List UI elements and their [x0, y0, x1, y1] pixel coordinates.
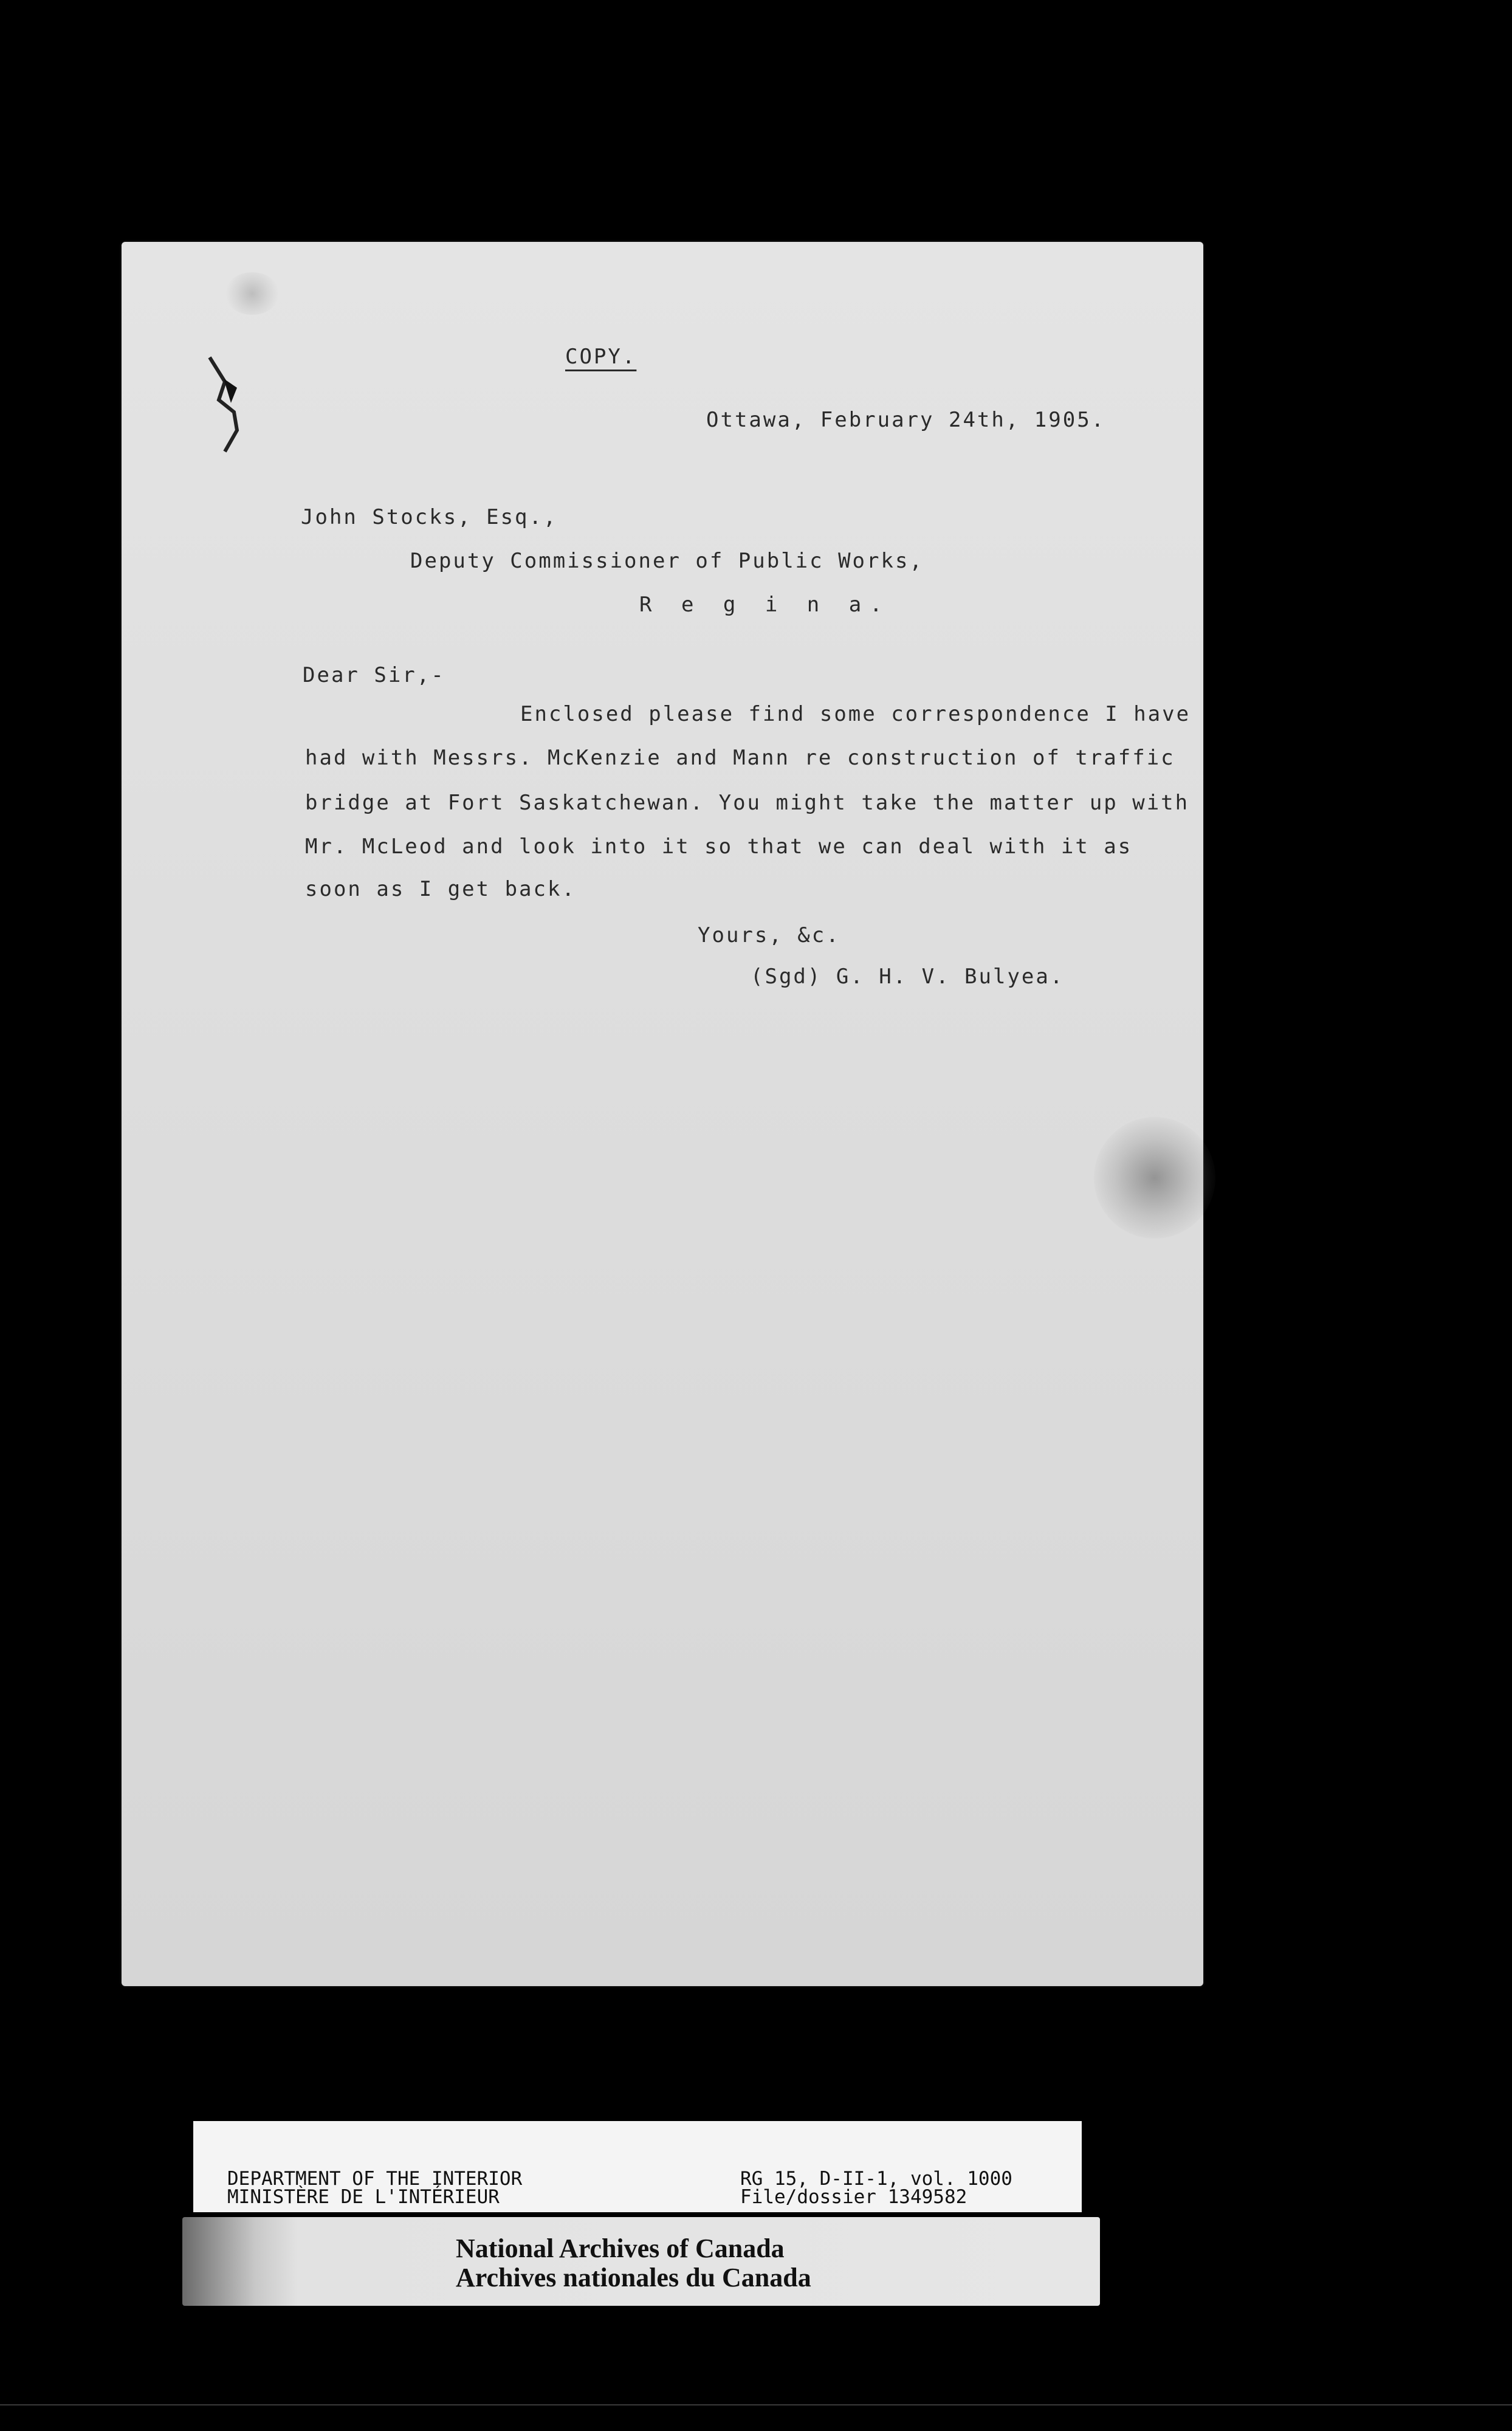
department-en: DEPARTMENT OF THE INTERIOR	[227, 2168, 523, 2190]
department-fr: MINISTÈRE DE L'INTÉRIEUR	[227, 2186, 500, 2208]
archive-reference-label	[193, 2121, 1082, 2212]
recipient-city: R e g i n a.	[639, 593, 891, 617]
body-line-3: bridge at Fort Saskatchewan. You might take the matter up with	[305, 791, 1190, 815]
bottom-divider	[0, 2404, 1512, 2405]
body-line-2: had with Messrs. McKenzie and Mann re construction of traffic	[305, 746, 1175, 770]
paper-tear-mark	[207, 345, 249, 455]
copy-heading: COPY.	[565, 345, 637, 369]
archives-name-fr: Archives nationales du Canada	[456, 2263, 811, 2292]
salutation: Dear Sir,-	[303, 663, 445, 687]
record-group-reference: RG 15, D-II-1, vol. 1000	[740, 2168, 1012, 2190]
body-line-5: soon as I get back.	[305, 877, 576, 901]
ink-smudge-small	[225, 272, 280, 315]
archives-name-en: National Archives of Canada	[456, 2233, 785, 2263]
recipient-name: John Stocks, Esq.,	[301, 505, 558, 529]
recipient-title: Deputy Commissioner of Public Works,	[410, 549, 924, 573]
archives-label	[182, 2217, 1100, 2306]
reference-numbers	[740, 2170, 1012, 2206]
document-page	[122, 242, 1203, 1986]
closing: Yours, &c.	[698, 923, 840, 947]
body-line-1: Enclosed please find some correspondence I have	[520, 702, 1191, 726]
department-names	[227, 2170, 522, 2206]
letter-date: Ottawa, February 24th, 1905.	[706, 408, 1106, 432]
archives-names	[456, 2234, 811, 2292]
body-line-4: Mr. McLeod and look into it so that we can deal with it as	[305, 834, 1133, 859]
signature: (Sgd) G. H. V. Bulyea.	[751, 964, 1065, 989]
ink-smudge	[1094, 1117, 1215, 1239]
file-number: File/dossier 1349582	[740, 2186, 967, 2208]
